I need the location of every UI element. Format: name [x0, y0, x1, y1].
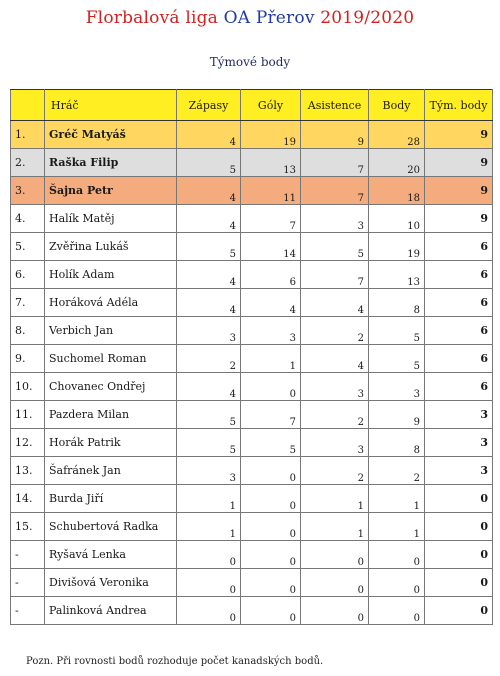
- cell-team-points: 9: [425, 177, 493, 205]
- cell-player-name: Schubertová Radka: [45, 513, 177, 541]
- cell-rank: 6.: [11, 261, 45, 289]
- cell-player-name: Holík Adam: [45, 261, 177, 289]
- cell-matches: 0: [177, 541, 241, 569]
- table-row: [11, 317, 493, 345]
- page-subtitle: Týmové body: [209, 55, 291, 69]
- cell-matches: 1: [177, 513, 241, 541]
- cell-rank: 4.: [11, 205, 45, 233]
- cell-team-points: 9: [425, 205, 493, 233]
- cell-points: 0: [369, 541, 425, 569]
- cell-rank: 8.: [11, 317, 45, 345]
- table-row: [11, 485, 493, 513]
- table-row: [11, 177, 493, 205]
- cell-assists: 4: [301, 345, 369, 373]
- cell-assists: 3: [301, 429, 369, 457]
- col-header-matches: Zápasy: [177, 90, 241, 121]
- cell-points: 8: [369, 289, 425, 317]
- cell-rank: 10.: [11, 373, 45, 401]
- cell-goals: 0: [241, 541, 301, 569]
- title-season: 2019/2020: [314, 8, 415, 28]
- cell-matches: 1: [177, 485, 241, 513]
- cell-matches: 4: [177, 289, 241, 317]
- table-row: [11, 345, 493, 373]
- cell-player-name: Ryšavá Lenka: [45, 541, 177, 569]
- cell-rank: -: [11, 541, 45, 569]
- cell-rank: 3.: [11, 177, 45, 205]
- cell-matches: 0: [177, 569, 241, 597]
- cell-matches: 5: [177, 429, 241, 457]
- table-row: [11, 513, 493, 541]
- standings-table: [10, 89, 493, 625]
- cell-points: 20: [369, 149, 425, 177]
- cell-assists: 2: [301, 317, 369, 345]
- cell-points: 0: [369, 569, 425, 597]
- cell-assists: 7: [301, 261, 369, 289]
- col-header-rank: [11, 90, 45, 121]
- table-row: [11, 149, 493, 177]
- cell-player-name: Šajna Petr: [45, 177, 177, 205]
- table-row: [11, 569, 493, 597]
- cell-rank: 15.: [11, 513, 45, 541]
- cell-team-points: 9: [425, 149, 493, 177]
- cell-team-points: 3: [425, 401, 493, 429]
- cell-rank: 9.: [11, 345, 45, 373]
- cell-assists: 3: [301, 373, 369, 401]
- cell-rank: -: [11, 597, 45, 625]
- cell-team-points: 0: [425, 541, 493, 569]
- cell-team-points: 3: [425, 457, 493, 485]
- cell-goals: 14: [241, 233, 301, 261]
- cell-points: 3: [369, 373, 425, 401]
- cell-team-points: 6: [425, 261, 493, 289]
- cell-assists: 1: [301, 485, 369, 513]
- table-header-row: [11, 90, 493, 121]
- table-row: [11, 457, 493, 485]
- cell-rank: 11.: [11, 401, 45, 429]
- cell-team-points: 6: [425, 317, 493, 345]
- cell-player-name: Chovanec Ondřej: [45, 373, 177, 401]
- cell-team-points: 0: [425, 485, 493, 513]
- page-title: [0, 8, 500, 28]
- cell-assists: 7: [301, 177, 369, 205]
- cell-points: 1: [369, 513, 425, 541]
- cell-points: 9: [369, 401, 425, 429]
- cell-points: 18: [369, 177, 425, 205]
- cell-goals: 0: [241, 597, 301, 625]
- cell-matches: 5: [177, 401, 241, 429]
- cell-assists: 2: [301, 457, 369, 485]
- col-header-team-points: Tým. body: [425, 90, 493, 121]
- col-header-assists: Asistence: [301, 90, 369, 121]
- cell-assists: 0: [301, 541, 369, 569]
- cell-rank: -: [11, 569, 45, 597]
- cell-player-name: Burda Jiří: [45, 485, 177, 513]
- col-header-points: Body: [369, 90, 425, 121]
- cell-assists: 5: [301, 233, 369, 261]
- cell-assists: 1: [301, 513, 369, 541]
- cell-points: 28: [369, 121, 425, 149]
- cell-assists: 9: [301, 121, 369, 149]
- title-school: OA Přerov: [223, 8, 315, 28]
- cell-matches: 4: [177, 261, 241, 289]
- table-row: [11, 289, 493, 317]
- title-league: Florbalová liga: [85, 8, 224, 28]
- cell-matches: 5: [177, 233, 241, 261]
- cell-team-points: 6: [425, 373, 493, 401]
- col-header-goals: Góly: [241, 90, 301, 121]
- cell-assists: 4: [301, 289, 369, 317]
- cell-goals: 0: [241, 457, 301, 485]
- cell-team-points: 3: [425, 429, 493, 457]
- cell-team-points: 0: [425, 569, 493, 597]
- cell-team-points: 9: [425, 121, 493, 149]
- cell-goals: 0: [241, 569, 301, 597]
- table-row: [11, 121, 493, 149]
- cell-matches: 3: [177, 457, 241, 485]
- cell-goals: 3: [241, 317, 301, 345]
- cell-goals: 4: [241, 289, 301, 317]
- table-row: [11, 597, 493, 625]
- table-row: [11, 541, 493, 569]
- cell-goals: 7: [241, 401, 301, 429]
- cell-player-name: Horák Patrik: [45, 429, 177, 457]
- cell-assists: 3: [301, 205, 369, 233]
- cell-points: 5: [369, 317, 425, 345]
- cell-player-name: Šafránek Jan: [45, 457, 177, 485]
- cell-player-name: Verbich Jan: [45, 317, 177, 345]
- cell-goals: 7: [241, 205, 301, 233]
- cell-goals: 13: [241, 149, 301, 177]
- cell-rank: 13.: [11, 457, 45, 485]
- cell-matches: 4: [177, 373, 241, 401]
- cell-player-name: Suchomel Roman: [45, 345, 177, 373]
- table-row: [11, 401, 493, 429]
- cell-points: 13: [369, 261, 425, 289]
- cell-rank: 14.: [11, 485, 45, 513]
- cell-goals: 0: [241, 485, 301, 513]
- cell-points: 10: [369, 205, 425, 233]
- cell-player-name: Raška Filip: [45, 149, 177, 177]
- cell-matches: 4: [177, 205, 241, 233]
- cell-player-name: Pazdera Milan: [45, 401, 177, 429]
- cell-matches: 5: [177, 149, 241, 177]
- cell-rank: 7.: [11, 289, 45, 317]
- table-row: [11, 261, 493, 289]
- cell-goals: 11: [241, 177, 301, 205]
- cell-points: 19: [369, 233, 425, 261]
- cell-player-name: Palinková Andrea: [45, 597, 177, 625]
- cell-rank: 1.: [11, 121, 45, 149]
- cell-team-points: 0: [425, 597, 493, 625]
- cell-goals: 0: [241, 373, 301, 401]
- cell-goals: 6: [241, 261, 301, 289]
- table-row: [11, 205, 493, 233]
- cell-player-name: Divišová Veronika: [45, 569, 177, 597]
- cell-matches: 0: [177, 597, 241, 625]
- cell-goals: 0: [241, 513, 301, 541]
- cell-assists: 0: [301, 569, 369, 597]
- cell-rank: 2.: [11, 149, 45, 177]
- cell-assists: 0: [301, 597, 369, 625]
- cell-points: 2: [369, 457, 425, 485]
- cell-matches: 2: [177, 345, 241, 373]
- cell-goals: 1: [241, 345, 301, 373]
- cell-team-points: 0: [425, 513, 493, 541]
- cell-player-name: Gréč Matyáš: [45, 121, 177, 149]
- cell-player-name: Halík Matěj: [45, 205, 177, 233]
- cell-points: 0: [369, 597, 425, 625]
- col-header-player: Hráč: [45, 90, 177, 121]
- cell-points: 1: [369, 485, 425, 513]
- cell-goals: 19: [241, 121, 301, 149]
- cell-matches: 4: [177, 121, 241, 149]
- cell-matches: 4: [177, 177, 241, 205]
- table-row: [11, 233, 493, 261]
- cell-points: 8: [369, 429, 425, 457]
- cell-rank: 5.: [11, 233, 45, 261]
- footnote: Pozn. Při rovnosti bodů rozhoduje počet kanadských bodů.: [26, 656, 324, 667]
- cell-team-points: 6: [425, 345, 493, 373]
- table-row: [11, 373, 493, 401]
- cell-assists: 7: [301, 149, 369, 177]
- cell-team-points: 6: [425, 233, 493, 261]
- cell-assists: 2: [301, 401, 369, 429]
- table-row: [11, 429, 493, 457]
- cell-goals: 5: [241, 429, 301, 457]
- cell-player-name: Zvěřina Lukáš: [45, 233, 177, 261]
- cell-player-name: Horáková Adéla: [45, 289, 177, 317]
- cell-points: 5: [369, 345, 425, 373]
- cell-team-points: 6: [425, 289, 493, 317]
- cell-matches: 3: [177, 317, 241, 345]
- cell-rank: 12.: [11, 429, 45, 457]
